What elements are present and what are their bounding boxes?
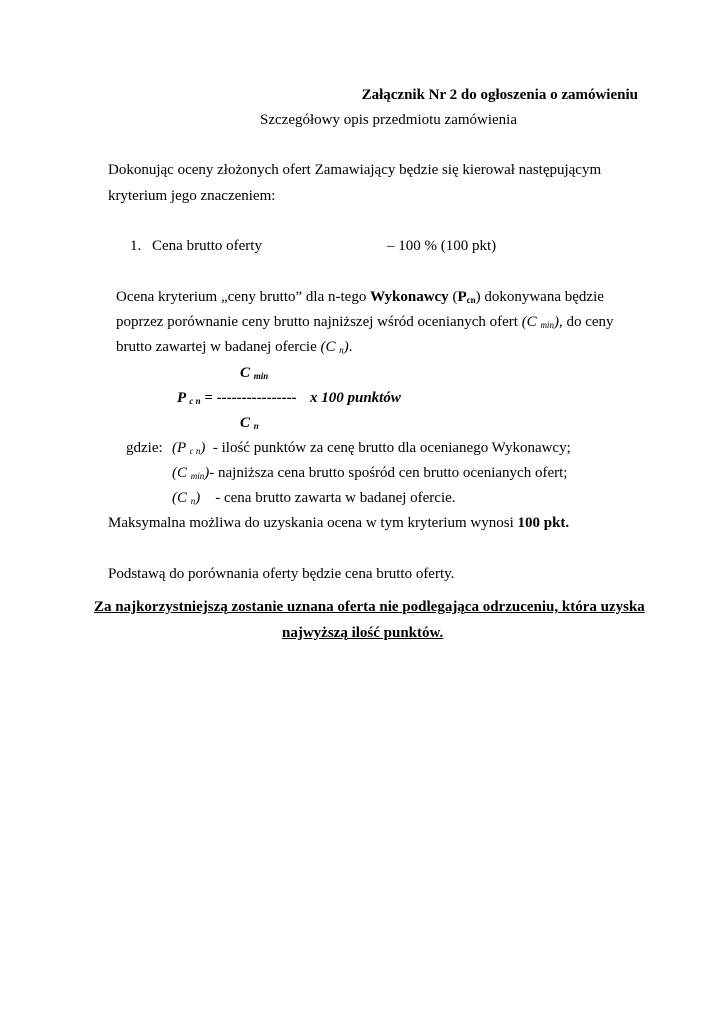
legend-label: gdzie: xyxy=(126,440,163,456)
max-score-line: Maksymalna możliwa do uzyskania ocena w tym kryterium wynosi 100 pkt. xyxy=(108,515,570,531)
document-subtitle: Szczegółowy opis przedmiotu zamówienia xyxy=(260,112,518,128)
contractor-term: Wykonawcy xyxy=(370,289,449,305)
intro-line-1: Dokonując oceny złożonych ofert Zamawiający będzie się kierował następującym xyxy=(108,162,602,178)
legend-item: (C $_n$) - cena brutto zawarta w badanej ofercie. xyxy=(172,490,456,506)
evaluation-line-1: Ocena kryterium „ceny brutto” dla n-tego Wykonawcy $(P_{cn})$ dokonywana będzie xyxy=(116,289,604,305)
evaluation-line-3: brutto zawartej w badanej ofercie (C $_n$). xyxy=(116,339,353,355)
criterion-number: 1. xyxy=(130,238,142,254)
legend-item: (P $_{c n}$) - ilość punktów za cenę brutto dla ocenianego Wykonawcy; xyxy=(172,440,571,456)
max-score-value: 100 pkt. xyxy=(517,515,570,531)
intro-line-2: kryterium jego znaczeniem: xyxy=(108,188,276,204)
legend-item: (C $_{min}$)- najniższa cena brutto spośród cen brutto ocenianych ofert; xyxy=(172,465,568,481)
formula-multiplier: x 100 punktów xyxy=(310,390,401,406)
formula-denominator: C $_n$ xyxy=(240,415,259,431)
attachment-title: Załącznik Nr 2 do ogłoszenia o zamówieniu xyxy=(361,87,638,103)
comparison-basis: Podstawą do porównania oferty będzie cena brutto oferty. xyxy=(108,566,455,582)
criterion-name: Cena brutto oferty xyxy=(152,238,262,254)
formula-numerator: C $_{min}$ xyxy=(240,365,269,381)
conclusion-line-1: Za najkorzystniejszą zostanie uznana oferta nie podlegająca odrzuceniu, która uzyska xyxy=(94,599,645,615)
criterion-weight: – 100 % (100 pkt) xyxy=(387,238,497,254)
conclusion-line-2: najwyższą ilość punktów. xyxy=(282,625,444,641)
evaluation-line-2: poprzez porównanie ceny brutto najniższej wśród ocenianych ofert (C $_{min}$), do ceny xyxy=(116,314,614,330)
formula-main-line: P $_{c n}$ = ---------------- xyxy=(177,390,297,406)
